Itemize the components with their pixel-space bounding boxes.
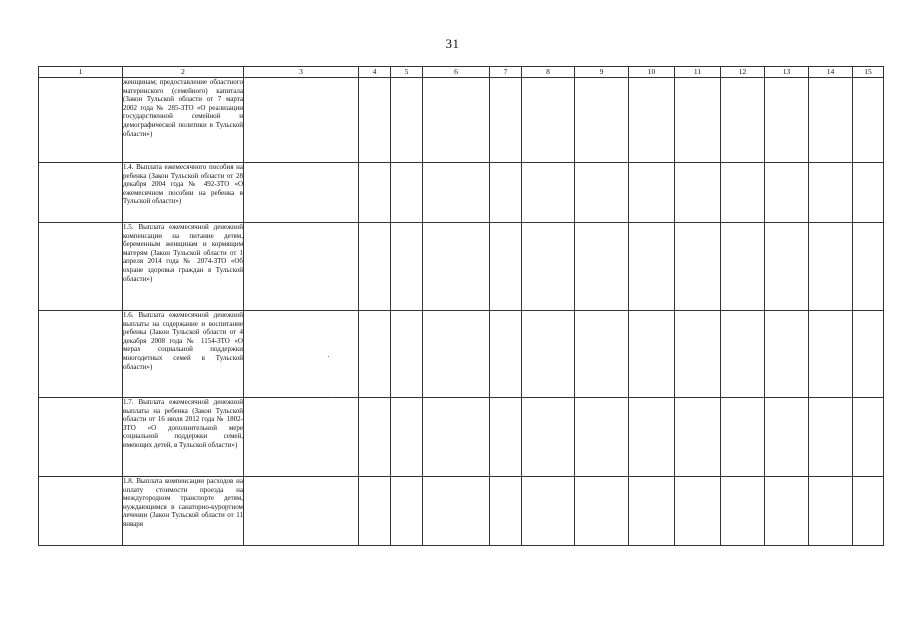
table-cell (391, 398, 423, 477)
table-cell (765, 78, 809, 163)
table-cell (39, 163, 123, 223)
table-cell (853, 398, 884, 477)
table-cell (244, 477, 359, 546)
table-cell (391, 223, 423, 311)
table-cell (359, 398, 391, 477)
row-description: 1.4. Выплата ежемесячного пособия на ребенка (Закон Тульской области от 28 декабря 2004 года № 492-ЗТО «О ежемесячном пособии на ребенка в Тульской области») (123, 163, 244, 223)
table-cell (575, 163, 629, 223)
table-cell (39, 398, 123, 477)
table-row (39, 78, 884, 163)
table-row (39, 311, 884, 398)
row-description: 1.8. Выплата компенсации расходов на оплату стоимости проезда на междугородном транспорте детям, нуждающимся в санаторно-курортном лечении (Закон Тульской области от 11 января (123, 477, 244, 546)
table-cell (853, 223, 884, 311)
table-cell (423, 78, 490, 163)
table-cell (575, 223, 629, 311)
table-cell (359, 78, 391, 163)
table-cell (853, 477, 884, 546)
col-header-13: 13 (765, 67, 809, 78)
table-cell (39, 477, 123, 546)
table-cell (575, 311, 629, 398)
table-cell (809, 163, 853, 223)
col-header-5: 5 (391, 67, 423, 78)
table-row (39, 477, 884, 546)
table-cell (244, 311, 359, 398)
scan-speck (328, 356, 329, 357)
col-header-12: 12 (721, 67, 765, 78)
table-cell (765, 163, 809, 223)
table-cell (629, 163, 675, 223)
scan-speck (331, 397, 332, 398)
table-cell (629, 311, 675, 398)
table-cell (629, 78, 675, 163)
table-cell (522, 223, 575, 311)
row-description: 1.7. Выплата ежемесячной денежной выплаты на ребенка (Закон Тульской области от 16 июля 2012 года № 1802-ЗТО «О дополнительной мере социальной поддержки семей, имеющих детей, в Тульской области») (123, 398, 244, 477)
table-cell (490, 477, 522, 546)
col-header-11: 11 (675, 67, 721, 78)
col-header-3: 3 (244, 67, 359, 78)
col-header-1: 1 (39, 67, 123, 78)
table-cell (423, 163, 490, 223)
table-cell (39, 311, 123, 398)
table-cell (721, 78, 765, 163)
table-cell (809, 477, 853, 546)
row-description: 1.5. Выплата ежемесячной денежной компенсации на питание детям, беременным женщинам и кормящим матерям (Закон Тульской области от 1 апреля 2014 года № 2074-ЗТО «Об охране здоровья граждан в Тульской области») (123, 223, 244, 311)
table-cell (809, 398, 853, 477)
table-cell (522, 398, 575, 477)
table-cell (391, 163, 423, 223)
col-header-15: 15 (853, 67, 884, 78)
table-cell (391, 311, 423, 398)
table-cell (675, 311, 721, 398)
table-cell (809, 223, 853, 311)
table-cell (359, 163, 391, 223)
col-header-9: 9 (575, 67, 629, 78)
col-header-8: 8 (522, 67, 575, 78)
table-cell (359, 477, 391, 546)
table-cell (359, 311, 391, 398)
page-number: 31 (445, 36, 460, 51)
table-cell (721, 311, 765, 398)
table-cell (522, 78, 575, 163)
table-cell (721, 223, 765, 311)
table-cell (423, 223, 490, 311)
table-cell (522, 477, 575, 546)
col-header-14: 14 (809, 67, 853, 78)
row-description: женщинам; предоставление областного материнского (семейного) капитала (Закон Тульской области от 7 марта 2002 года № 285-ЗТО «О реализации государственной семейной и демографической политики в Тульской области») (123, 78, 244, 163)
table-row (39, 223, 884, 311)
table-cell (490, 163, 522, 223)
table-cell (809, 78, 853, 163)
table-cell (721, 477, 765, 546)
table-cell (629, 223, 675, 311)
table-cell (39, 223, 123, 311)
table-cell (575, 398, 629, 477)
table-cell (675, 477, 721, 546)
table-cell (809, 311, 853, 398)
table-cell (423, 477, 490, 546)
table-row (39, 163, 884, 223)
table-cell (575, 477, 629, 546)
col-header-4: 4 (359, 67, 391, 78)
table-cell (675, 398, 721, 477)
header-row (39, 67, 884, 78)
table-cell (244, 78, 359, 163)
table-cell (765, 477, 809, 546)
table-cell (423, 398, 490, 477)
table-cell (765, 398, 809, 477)
col-header-7: 7 (490, 67, 522, 78)
table-cell (629, 398, 675, 477)
table-cell (853, 163, 884, 223)
table-cell (490, 78, 522, 163)
table-cell (675, 78, 721, 163)
table-cell (575, 78, 629, 163)
table-cell (391, 477, 423, 546)
table-cell (765, 223, 809, 311)
table-cell (391, 78, 423, 163)
table-cell (675, 223, 721, 311)
table-cell (853, 78, 884, 163)
table-cell (359, 223, 391, 311)
table-cell (490, 311, 522, 398)
col-header-6: 6 (423, 67, 490, 78)
col-header-2: 2 (123, 67, 244, 78)
table-cell (490, 223, 522, 311)
table-row (39, 398, 884, 477)
table-cell (721, 398, 765, 477)
table-cell (853, 311, 884, 398)
row-description: 1.6. Выплата ежемесячной денежной выплаты на содержание и воспитание ребенка (Закон Тульской области от 4 декабря 2008 года № 1154-ЗТО «О мерах социальной поддержки многодетных семей в Тульской области») (123, 311, 244, 398)
table-cell (244, 223, 359, 311)
table-cell (765, 311, 809, 398)
table-cell (244, 163, 359, 223)
table-cell (522, 163, 575, 223)
table-cell (423, 311, 490, 398)
table-cell (490, 398, 522, 477)
data-table (38, 66, 884, 546)
table-cell (721, 163, 765, 223)
table-cell (675, 163, 721, 223)
table-cell (39, 78, 123, 163)
col-header-10: 10 (629, 67, 675, 78)
table-cell (522, 311, 575, 398)
table-cell (244, 398, 359, 477)
table-cell (629, 477, 675, 546)
